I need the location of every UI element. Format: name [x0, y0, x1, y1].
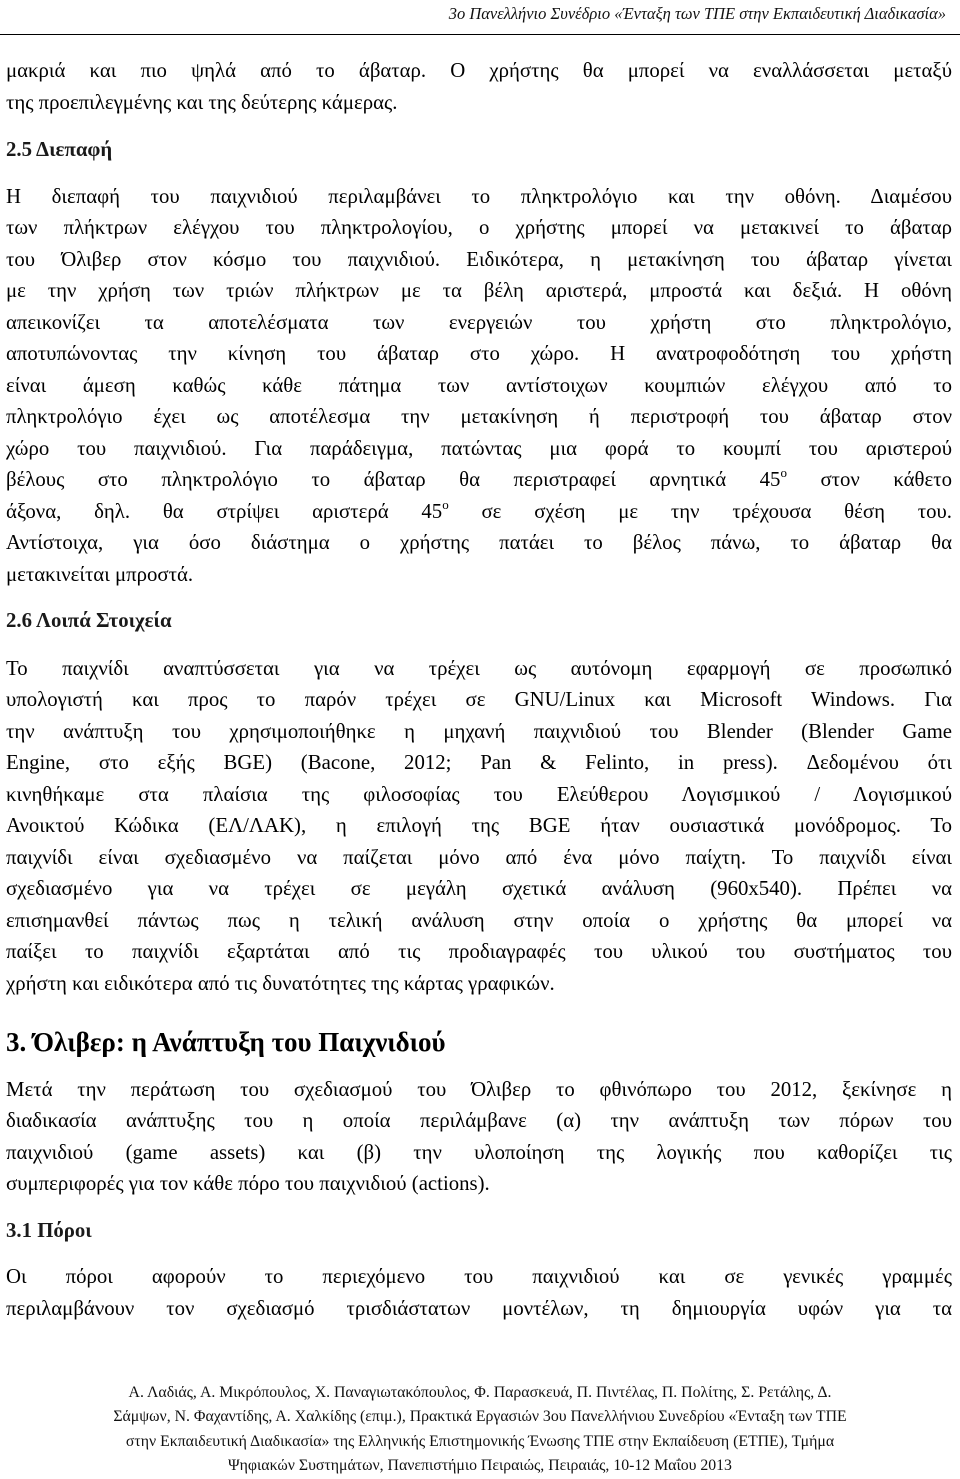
- text-line: παιχνίδι είναι σχεδιασμένο να παίζεται μόνο από ένα μόνο παίχτη. Το παιχνίδι είναι: [6, 845, 952, 869]
- text-line: Αντίστοιχα, για όσο διάστημα ο χρήστης πατάει το βέλος πάνω, το άβαταρ θα: [6, 531, 952, 554]
- text-line: κινηθήκαμε στα πλαίσια της φιλοσοφίας του Ελεύθερου Λογισμικού / Λογισμικού: [6, 782, 952, 806]
- text-line: διαδικασία ανάπτυξης του η οποία περιλάμβανε (α) την ανάπτυξη των πόρων του: [6, 1109, 952, 1132]
- text-line: μακριά και πιο ψηλά από το άβαταρ. Ο χρήστης θα μπορεί να εναλλάσσεται μεταξύ: [6, 59, 952, 82]
- text-line: χώρο του παιχνιδιού. Για παράδειγμα, πατώντας μια φορά το κουμπί του αριστερού: [6, 436, 952, 460]
- text-line: Engine, στο εξής BGE) (Bacone, 2012; Pan & Felinto, in press). Δεδομένου ότι: [6, 751, 952, 774]
- footer-line: Σάμψων, Ν. Φαχαντίδης, Α. Χαλκίδης (επιμ.), Πρακτικά Εργασιών 3ου Πανελλήνιου Συνεδρίου «Ένταξη των ΤΠΕ: [113, 1408, 847, 1426]
- text-line: είναι άμεση καθώς κάθε πάτημα των αντίστοιχων κουμπιών ελέγχου από το: [6, 373, 952, 397]
- running-header: 3ο Πανελλήνιο Συνέδριο «Ένταξη των ΤΠΕ στην Εκπαιδευτική Διαδικασία»: [448, 4, 946, 23]
- text-line: Η διεπαφή του παιχνιδιού περιλαμβάνει το πληκτρολόγιο και την οθόνη. Διαμέσου: [6, 184, 952, 208]
- text-line: την ανάπτυξη του χρησιμοποιήθηκε η μηχανή παιχνιδιού του Blender (Blender Game: [6, 719, 952, 743]
- text-line: χρήστη και ειδικότερα από τις δυνατότητες της κάρτας γραφικών.: [6, 971, 555, 995]
- footer-line: Α. Λαδιάς, Α. Μικρόπουλος, Χ. Παναγιωτακόπουλος, Φ. Παρασκευά, Π. Πιντέλας, Π. Πολίτης, Σ. Ρετάλης, Δ.: [128, 1384, 832, 1401]
- section-heading-2-5: 2.5 Διεπαφή: [6, 138, 113, 161]
- degree-superscript: ο: [780, 465, 787, 480]
- paragraph-2-5: [6, 181, 952, 591]
- section-heading-2-6: 2.6 Λοιπά Στοιχεία: [6, 609, 172, 632]
- intro-paragraph: [6, 55, 952, 118]
- text-line: αποτυπώνοντας την κίνηση του άβαταρ στο χώρο. Η ανατροφοδότηση του χρήστη: [6, 342, 952, 365]
- degree-superscript: ο: [442, 496, 449, 512]
- text-fragment: άξονα, δηλ. θα στρίψει αριστερά 45: [6, 499, 443, 523]
- text-line: πληκτρολόγιο έχει ως αποτέλεσμα την μετακίνηση ή περιστροφή του άβαταρ στον: [6, 405, 952, 428]
- text-line: [6, 464, 952, 496]
- paragraph-3: [6, 1074, 952, 1200]
- section-heading-3: 3. Όλιβερ: η Ανάπτυξη του Παιχνιδιού: [6, 1027, 446, 1057]
- page-body: [6, 55, 952, 1324]
- text-line: [6, 496, 952, 528]
- footer-line: Ψηφιακών Συστημάτων, Πανεπιστήμιο Πειραιώς, Πειραιάς, 10-12 Μαΐου 2013: [228, 1457, 732, 1475]
- text-line: Οι πόροι αφορούν το περιεχόμενο του παιχνιδιού και σε γενικές γραμμές: [6, 1265, 952, 1288]
- text-line: Το παιχνίδι αναπτύσσεται για να τρέχει ως αυτόνομη εφαρμογή σε προσωπικό: [6, 656, 952, 680]
- section-heading-3-1: 3.1 Πόροι: [6, 1218, 92, 1242]
- text-line: παιχνιδιού (game assets) και (β) την υλοποίηση της λογικής που καθορίζει τις: [6, 1140, 952, 1164]
- text-fragment: σε σχέση με την τρέχουσα θέση του.: [448, 499, 953, 523]
- text-fragment: βέλους στο πληκτρολόγιο το άβαταρ θα περιστραφεί αρνητικά 45: [6, 468, 781, 491]
- paragraph-2-6: [6, 653, 952, 1000]
- text-line: απεικονίζει τα αποτελέσματα των ενεργειών του χρήστη στο πληκτρολόγιο,: [6, 310, 952, 334]
- text-line: της προεπιλεγμένης και της δεύτερης κάμερας.: [6, 90, 398, 114]
- text-line: μετακινείται μπροστά.: [6, 562, 194, 586]
- text-line: του Όλιβερ στον κόσμο του παιχνιδιού. Ειδικότερα, η μετακίνηση του άβαταρ γίνεται: [6, 247, 952, 271]
- text-line: σχεδιασμένο για να τρέχει σε μεγάλη σχετικά ανάλυση (960x540). Πρέπει να: [6, 877, 952, 900]
- header-rule: [0, 34, 960, 35]
- text-line: υπολογιστή και προς το παρόν τρέχει σε GNU/Linux και Microsoft Windows. Για: [6, 688, 952, 711]
- text-line: των πλήκτρων ελέγχου του πληκτρολογίου, ο χρήστης μπορεί να μετακινεί το άβαταρ: [6, 216, 952, 239]
- page-footer: [0, 1381, 960, 1479]
- text-fragment: στον κάθετο: [786, 468, 952, 491]
- text-line: Μετά την περάτωση του σχεδιασμού του Όλιβερ το φθινόπωρο του 2012, ξεκίνησε η: [6, 1077, 952, 1101]
- paragraph-3-1: [6, 1261, 952, 1324]
- text-line: με την χρήση των τριών πλήκτρων με τα βέλη αριστερά, μπροστά και δεξιά. Η οθόνη: [6, 279, 952, 302]
- text-line: Ανοικτού Κώδικα (ΕΛ/ΛΑΚ), η επιλογή της BGE ήταν ουσιαστικά μονόδρομος. Το: [6, 814, 952, 837]
- footer-line: στην Εκπαιδευτική Διαδικασία» της Ελληνικής Επιστημονικής Ένωσης ΤΠΕ στην Εκπαίδευση (ΕΤΠΕ), Τμήμα: [125, 1432, 835, 1450]
- text-line: περιλαμβάνουν τον σχεδιασμό τρισδιάστατων μοντέλων, τη δημιουργία υφών για τα: [6, 1296, 952, 1320]
- text-line: παίξει το παιχνίδι εξαρτάται από τις προδιαγραφές του υλικού του συστήματος του: [6, 940, 952, 963]
- text-line: συμπεριφορές για τον κάθε πόρο του παιχνιδιού (actions).: [6, 1172, 490, 1195]
- text-line: επισημανθεί πάντως πως η τελική ανάλυση στην οποία ο χρήστης θα μπορεί να: [6, 908, 952, 932]
